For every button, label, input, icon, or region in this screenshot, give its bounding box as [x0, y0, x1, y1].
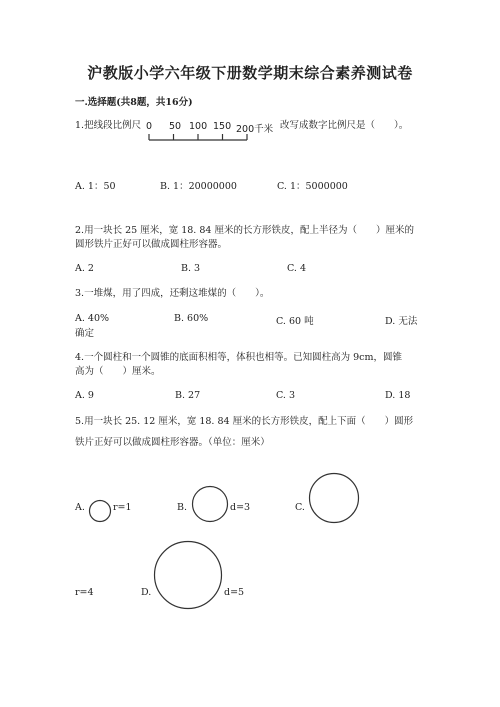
section-heading: 一.选择题(共8题，共16分) [75, 97, 193, 108]
question-1-text-after: 改写成数字比例尺是（ ）。 [280, 120, 409, 131]
scale-label: 150 [213, 121, 232, 132]
page-title: 沪教版小学六年级下册数学期末综合素养测试卷 [87, 64, 413, 82]
option-d-value: d=5 [224, 587, 245, 598]
scale-label: 100 [189, 121, 208, 132]
circle-b [191, 485, 229, 523]
option-a[interactable]: A. 40% [75, 313, 110, 324]
option-b-value: d=3 [230, 502, 251, 513]
option-b[interactable]: B. 60% [174, 313, 209, 324]
option-a[interactable]: A. [75, 502, 85, 513]
line-scale [148, 121, 278, 145]
option-b[interactable]: B. 3 [181, 263, 201, 274]
option-c[interactable]: C. 4 [287, 263, 307, 274]
option-a[interactable]: A. 1：50 [75, 181, 116, 192]
option-d-continuation: 确定 [75, 328, 95, 339]
question-1-text-before: 1.把线段比例尺 [75, 120, 142, 131]
scale-label: 0 [146, 121, 153, 132]
circle-a [88, 499, 112, 523]
option-c[interactable]: C. 1：5000000 [277, 181, 348, 192]
option-a-value: r=1 [113, 502, 132, 513]
option-c-value: r=4 [75, 587, 94, 598]
option-d[interactable]: D. 18 [385, 390, 411, 401]
question-4-line-2: 高为（ ）厘米。 [75, 366, 161, 377]
question-5-line-2: 铁片正好可以做成圆柱形容器。（单位：厘米） [75, 437, 270, 448]
scale-label: 50 [169, 121, 182, 132]
circle-c [308, 472, 360, 524]
scale-label: 200千米 [236, 124, 274, 135]
question-5-line-1: 5.用一块长 25. 12 厘米，宽 18. 84 厘米的长方形铁皮，配上下面（ ）圆形 [75, 416, 414, 427]
option-b[interactable]: B. 27 [175, 390, 201, 401]
question-2-line-2: 圆形铁片正好可以做成圆柱形容器。 [75, 239, 228, 250]
option-c[interactable]: C. 60 吨 [276, 316, 314, 327]
question-2-line-1: 2.用一块长 25 厘米，宽 18. 84 厘米的长方形铁皮，配上半径为（ ）厘米的 [75, 225, 414, 236]
option-b[interactable]: B. 1：20000000 [160, 181, 237, 192]
option-c[interactable]: C. 3 [276, 390, 296, 401]
option-a[interactable]: A. 2 [75, 263, 94, 274]
circle-d [153, 540, 223, 610]
option-d[interactable]: D. [141, 587, 152, 598]
option-b[interactable]: B. [177, 502, 188, 513]
option-d[interactable]: D. 无法 [385, 316, 418, 327]
option-a[interactable]: A. 9 [75, 390, 94, 401]
option-c[interactable]: C. [295, 502, 305, 513]
question-3-line-1: 3.一堆煤，用了四成，还剩这堆煤的（ ）。 [75, 288, 270, 299]
scale-ruler [148, 121, 278, 145]
question-4-line-1: 4.一个圆柱和一个圆锥的底面积相等，体积也相等。已知圆柱高为 9cm，圆锥 [75, 352, 402, 363]
